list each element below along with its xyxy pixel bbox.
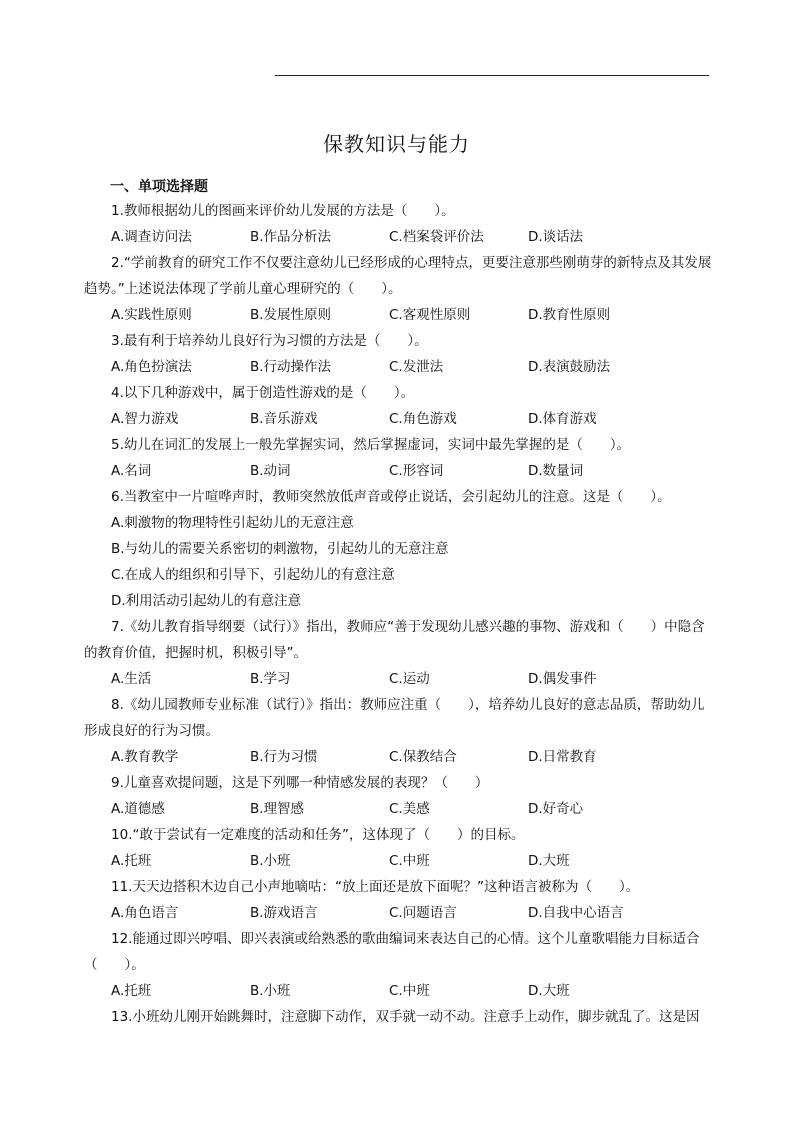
option-row bbox=[84, 900, 712, 926]
option-b: B.音乐游戏 bbox=[250, 411, 318, 427]
option-c: C.档案袋评价法 bbox=[389, 229, 484, 245]
option-c: C.中班 bbox=[389, 853, 430, 869]
option-row bbox=[84, 666, 712, 692]
option-c: C.运动 bbox=[389, 671, 430, 687]
option-row bbox=[84, 224, 712, 250]
option-b: B.小班 bbox=[250, 983, 291, 999]
question-stem: 8.《幼儿园教师专业标准（试行）》指出：教师应注重（ ），培养幼儿良好的意志品质，帮助幼儿形成良好的行为习惯。 bbox=[84, 697, 705, 739]
option-a: A.教育教学 bbox=[111, 749, 179, 765]
option-b: B.发展性原则 bbox=[250, 307, 332, 323]
question-stem: 13.小班幼儿刚开始跳舞时，注意脚下动作，双手就一动不动。注意手上动作，脚步就乱了。这是因 bbox=[111, 1009, 700, 1025]
question-stem: 6.当教室中一片喧哗声时，教师突然放低声音或停止说话，会引起幼儿的注意。这是（ ）。 bbox=[111, 489, 671, 505]
option-row bbox=[84, 848, 712, 874]
option-c: C.发泄法 bbox=[389, 359, 444, 375]
option-a: A.实践性原则 bbox=[111, 307, 192, 323]
option-d: D.数量词 bbox=[528, 463, 584, 479]
option-a: A.调查访问法 bbox=[111, 229, 192, 245]
option-b: B.游戏语言 bbox=[250, 905, 318, 921]
option-row bbox=[84, 744, 712, 770]
option-row bbox=[84, 406, 712, 432]
option-d: D.自我中心语言 bbox=[528, 905, 624, 921]
option-c: C.美感 bbox=[389, 801, 430, 817]
option-d: D.体育游戏 bbox=[528, 411, 597, 427]
option-c: C.问题语言 bbox=[389, 905, 457, 921]
option-b: B.行动操作法 bbox=[250, 359, 332, 375]
option-d: D.大班 bbox=[528, 983, 570, 999]
option-b: B.与幼儿的需要关系密切的刺激物，引起幼儿的无意注意 bbox=[111, 541, 449, 557]
option-a: A.角色语言 bbox=[111, 905, 179, 921]
question-stem: 10.“敢于尝试有一定难度的活动和任务”，这体现了（ ）的目标。 bbox=[111, 827, 525, 843]
option-a: A.道德感 bbox=[111, 801, 165, 817]
section-heading: 一、单项选择题 bbox=[110, 179, 208, 195]
option-c: C.形容词 bbox=[389, 463, 444, 479]
option-c: C.客观性原则 bbox=[389, 307, 471, 323]
option-d: D.大班 bbox=[528, 853, 570, 869]
option-row bbox=[84, 978, 712, 1004]
question-stem: 2.“学前教育的研究工作不仅要注意幼儿已经形成的心理特点，更要注意那些刚萌芽的新特点及其发展趋势。”上述说法体现了学前儿童心理研究的（ ）。 bbox=[84, 255, 712, 297]
option-row bbox=[84, 302, 712, 328]
option-c: C.在成人的组织和引导下，引起幼儿的有意注意 bbox=[111, 567, 395, 583]
option-d: D.偶发事件 bbox=[528, 671, 597, 687]
question-stem: 1.教师根据幼儿的图画来评价幼儿发展的方法是（ ）。 bbox=[111, 203, 455, 219]
option-c: C.中班 bbox=[389, 983, 430, 999]
question-stem: 9.儿童喜欢提问题，这是下列哪一种情感发展的表现？（ ） bbox=[111, 775, 489, 791]
option-a: A.智力游戏 bbox=[111, 411, 179, 427]
option-a: A.角色扮演法 bbox=[111, 359, 192, 375]
question-stem: 5.幼儿在词汇的发展上一般先掌握实词，然后掌握虚词，实词中最先掌握的是（ ）。 bbox=[111, 437, 631, 453]
option-d: D.利用活动引起幼儿的有意注意 bbox=[111, 593, 302, 609]
question-stem: 7.《幼儿教育指导纲要（试行）》指出，教师应“善于发现幼儿感兴趣的事物、游戏和（ ）中隐含的教育价值，把握时机，积极引导”。 bbox=[84, 619, 705, 661]
question-stem: 11.天天边搭积木边自己小声地嘀咕：“放上面还是放下面呢？”这种语言被称为（ ）。 bbox=[111, 879, 640, 895]
option-b: B.理智感 bbox=[250, 801, 305, 817]
option-row bbox=[84, 796, 712, 822]
question-stem: 3.最有利于培养幼儿良好行为习惯的方法是（ ）。 bbox=[111, 333, 428, 349]
option-c: C.角色游戏 bbox=[389, 411, 457, 427]
option-a: A.托班 bbox=[111, 983, 152, 999]
option-d: D.教育性原则 bbox=[528, 307, 611, 323]
option-a: A.托班 bbox=[111, 853, 152, 869]
page-title: 保教知识与能力 bbox=[323, 132, 470, 156]
option-a: A.生活 bbox=[111, 671, 152, 687]
option-b: B.作品分析法 bbox=[250, 229, 332, 245]
option-b: B.行为习惯 bbox=[250, 749, 318, 765]
question-stem: 4.以下几种游戏中，属于创造性游戏的是（ ）。 bbox=[111, 385, 415, 401]
option-c: C.保教结合 bbox=[389, 749, 457, 765]
option-b: B.小班 bbox=[250, 853, 291, 869]
question-stem: 12.能通过即兴哼唱、即兴表演或给熟悉的歌曲编词来表达自己的心情。这个儿童歌唱能力目标适合（ ）。 bbox=[84, 931, 700, 973]
option-a: A.刺激物的物理特性引起幼儿的无意注意 bbox=[111, 515, 354, 531]
option-d: D.表演鼓励法 bbox=[528, 359, 611, 375]
question-list bbox=[84, 198, 712, 1030]
option-d: D.谈话法 bbox=[528, 229, 584, 245]
option-d: D.好奇心 bbox=[528, 801, 584, 817]
header-rule bbox=[275, 75, 709, 76]
option-row bbox=[84, 354, 712, 380]
option-row bbox=[84, 458, 712, 484]
option-b: B.学习 bbox=[250, 671, 291, 687]
option-a: A.名词 bbox=[111, 463, 152, 479]
option-d: D.日常教育 bbox=[528, 749, 597, 765]
option-b: B.动词 bbox=[250, 463, 291, 479]
